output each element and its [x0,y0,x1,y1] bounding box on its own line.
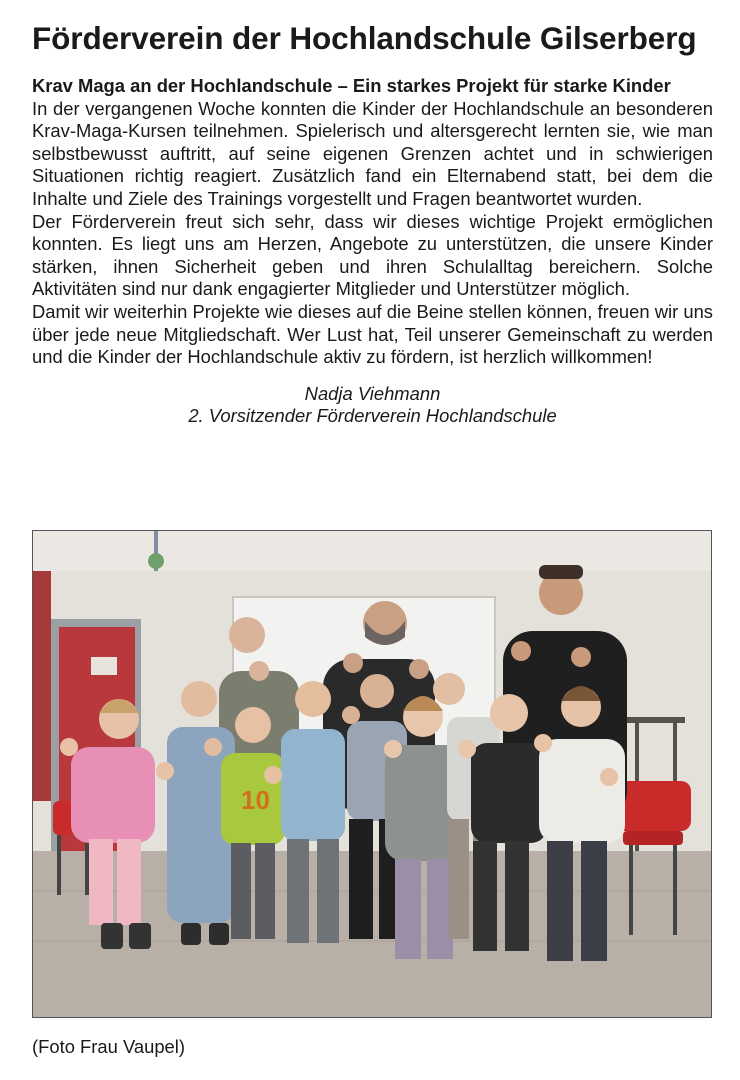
article-paragraph-2: Der Förderverein freut sich sehr, dass wir dieses wichtige Projekt ermöglichen konnten. Es liegt uns am Herzen, Angebote zu unterstützen, die unsere Kinder stärken, ihnen Sicherheit geben und ihren Schulalltag bereichern. Solche Aktivitäten sind nur dank engagierter Mitglieder und Unterstützer möglich. [32,210,713,300]
article-subtitle: Krav Maga an der Hochlandschule – Ein starkes Projekt für starke Kinder [32,75,671,96]
article [32,75,713,428]
page-title: Förderverein der Hochlandschule Gilserberg [32,20,697,56]
photo-caption: (Foto Frau Vaupel) [32,1036,185,1057]
article-paragraph-1: In der vergangenen Woche konnten die Kinder der Hochlandschule an besonderen Krav-Maga-Kursen teilnehmen. Spielerisch und altersgerecht lernten sie, wie man selbstbewusst auftritt, auf seine eigenen Grenzen achtet und in schwierigen Situationen richtig reagiert. Zusätzlich fand ein Elternabend statt, bei dem die Inhalte und Ziele des Trainings vorgestellt und Fragen beantwortet wurden. [32,97,713,209]
signature [32,383,713,428]
signature-role: 2. Vorsitzender Förderverein Hochlandschule [188,405,557,427]
article-paragraph-3: Damit wir weiterhin Projekte wie dieses auf die Beine stellen können, freuen wir uns über jede neue Mitgliedschaft. Wer Lust hat, Teil unserer Gemeinschaft zu werden und die Kinder der Hochlandschule aktiv zu fördern, ist herzlich willkommen! [32,300,713,368]
svg-text:10: 10 [241,785,270,815]
signature-name: Nadja Viehmann [304,382,441,404]
group-photo [32,530,712,1018]
group-photo-illustration [33,531,711,1017]
